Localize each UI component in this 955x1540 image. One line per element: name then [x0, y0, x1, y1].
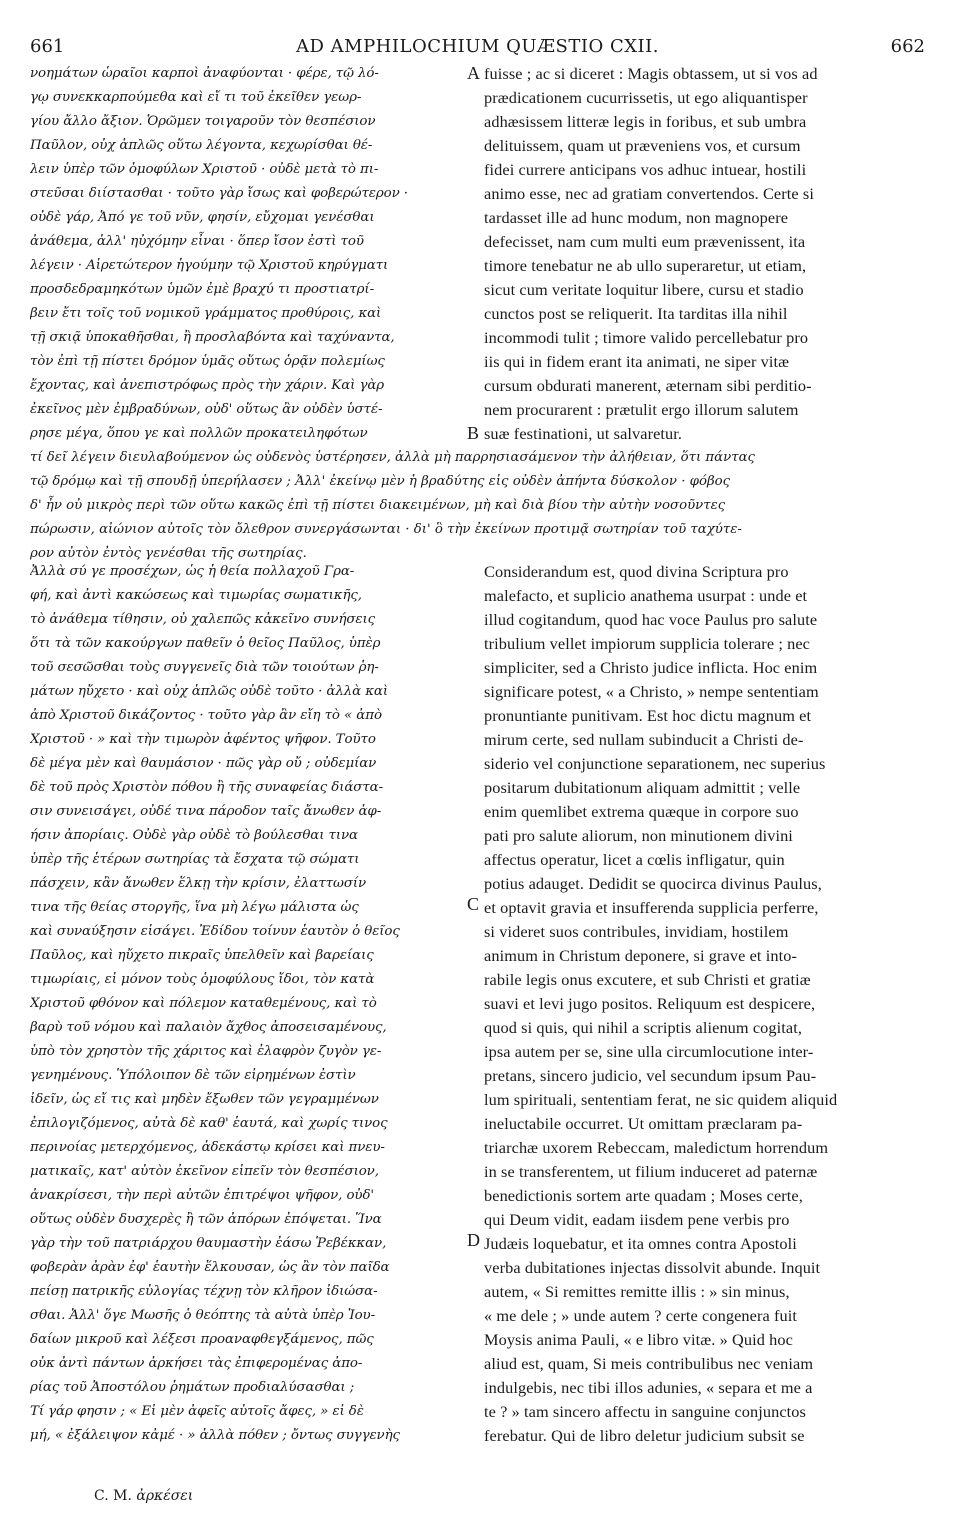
greek-text-line: μή, « ἐξάλειψον κἀμέ · » ἀλλὰ πόθεν ; ὄντως συγγενὴς — [30, 1428, 400, 1443]
latin-text-line: simpliciter, sed a Christo judice inflicta. Hoc enim — [484, 658, 818, 677]
greek-text-line: ἐκεῖνος μὲν ἐμβραδύνων, οὐδ' οὕτως ἂν οὐδὲν ὑστέ- — [30, 402, 383, 417]
latin-text-line: Moysis anima Pauli, « e libro vitæ. » Quid hoc — [484, 1330, 793, 1349]
greek-text-line: δ' ἦν οὐ μικρὸς περὶ τῶν οὕτω κακῶς ἐπὶ τῇ πίστει διακειμένων, μὴ καὶ διὰ βίου τὴν αὐτὴν νοσοῦντες — [30, 498, 726, 513]
greek-text-line: τὸν ἐπὶ τῇ πίστει δρόμον ὑμᾶς οὕτως ὁρᾷν πολεμίως — [30, 354, 385, 369]
greek-text-line: δὲ τοῦ πρὸς Χριστὸν πόθου ἢ τῆς συναφείας διάστα- — [30, 780, 384, 795]
greek-text-line: ὑπὸ τὸν χρηστὸν τῆς χάριτος καὶ ἐλαφρὸν ζυγὸν γε- — [30, 1044, 382, 1059]
latin-text-line: sicut cum veritate loquitur libere, cursu et stadio — [484, 280, 804, 299]
latin-text-line: pretans, sincero judicio, vel secundum ipsum Pau- — [484, 1066, 817, 1085]
latin-text-line: si videret suos contribules, invidiam, hostilem — [484, 922, 789, 941]
greek-text-line: ἰδεῖν, ὡς εἴ τις καὶ μηδὲν ἔξωθεν τῶν γεγραμμένων — [30, 1092, 379, 1107]
latin-text-line: benedictionis sortem arte quadam ; Moses certe, — [484, 1186, 803, 1205]
greek-text-line: ἐπιλογιζόμενος, αὐτὰ δὲ καθ' ἑαυτά, καὶ χωρίς τινος — [30, 1116, 388, 1131]
margin-mark-d: D — [467, 1230, 480, 1250]
latin-text-line: fidei currere anticipans vos adhuc intuear, hostili — [484, 160, 807, 179]
running-title: AD AMPHILOCHIUM QUÆSTIO CXII. — [295, 36, 659, 57]
greek-text-line: ήσιν ἀπορίαις. Οὐδὲ γὰρ οὐδὲ τὸ βούλεσθαι τινα — [30, 828, 358, 843]
latin-text-line: delituissem, quam ut præveniens vos, et cursum — [484, 136, 801, 155]
latin-text-line: fuisse ; ac si diceret : Magis obtassem, ut si vos ad — [484, 64, 818, 83]
greek-text-line: στεῦσαι διίστασθαι · τοῦτο γὰρ ἴσως καὶ φοβερώτερον · — [30, 186, 408, 201]
latin-text-line: iis qui in fidem erant ita animati, ne siper vitæ — [484, 352, 790, 371]
greek-text-line: Ἀλλὰ σύ γε προσέχων, ὡς ἡ θεία πολλαχοῦ Γρα- — [30, 564, 355, 579]
greek-text-line: πάσχειν, κἂν ἄνωθεν ἕλκῃ τὴν κρίσιν, ἐλαττωσίν — [30, 876, 367, 891]
footer-note — [94, 1488, 193, 1504]
greek-text-line: τῷ δρόμῳ καὶ τῇ σπουδῇ ὑπερήλασεν ; Ἀλλ' ἐκείνῳ μὲν ἡ βραδύτης εἰς οὐδὲν ἀπήντα δύσκολον · φόβος — [30, 474, 731, 489]
latin-text-line: positarum dubitationum aliquam admittit ; velle — [484, 778, 801, 797]
greek-text-line: τοῦ σεσῶσθαι τοὺς συγγενεῖς διὰ τῶν τοιούτων ῥη- — [30, 660, 379, 675]
greek-text-line: ματικαῖς, κατ' αὐτὸν ἐκεῖνον εἰπεῖν τὸν θεσπέσιον, — [30, 1164, 379, 1179]
greek-text-line: πείσῃ πατρικῆς εὐλογίας τέχνῃ τὸν κλῆρον ἰδιώσα- — [30, 1284, 378, 1299]
latin-text-line: potius adauget. Dedidit se quocirca divinus Paulus, — [484, 874, 822, 893]
greek-text-line: ἀνάθεμα, ἀλλ' ηὐχόμην εἶναι · ὅπερ ἴσον ἐστὶ τοῦ — [30, 234, 364, 249]
greek-column-top — [30, 62, 466, 446]
greek-column-bottom — [30, 560, 466, 1448]
latin-text-line: te ? » tam sincero affectu in sanguine conjunctos — [484, 1402, 806, 1421]
latin-text-line: suæ festinationi, ut salvaretur. — [484, 424, 683, 443]
greek-text-line: Παῦλον, οὐχ ἁπλῶς οὕτω λέγοντα, κεχωρίσθαι θέ- — [30, 138, 373, 153]
latin-text-line: animo esse, nec ad gratiam convertendos. Certe si — [484, 184, 814, 203]
greek-text-line: βαρὺ τοῦ νόμου καὶ παλαιὸν ἄχθος ἀποσεισαμένους, — [30, 1020, 387, 1035]
greek-text-line: γίου ἄλλο ἄξιον. Ὁρῶμεν τοιγαροῦν τὸν θεσπέσιον — [30, 114, 376, 129]
greek-text-line: δαίων μικροῦ καὶ λέξεσι προαναφθεγξάμενος, πῶς — [30, 1332, 374, 1347]
greek-text-line: οὐδὲ γάρ, Ἀπό γε τοῦ νῦν, φησίν, εὔχομαι γενέσθαι — [30, 210, 375, 225]
greek-text-line: οὐκ ἀντὶ πάντων ἀρκήσει τὰς ἐπιφερομένας ἀπο- — [30, 1356, 363, 1371]
latin-text-line: defecisset, nam cum multi eum prævenissent, ita — [484, 232, 806, 251]
latin-text-line: lum spirituali, sententiam ferat, ne sic quidem aliquid — [484, 1090, 838, 1109]
greek-text-line: Χριστοῦ · » καὶ τὴν τιμωρὸν ἀφέντος ψῆφον. Τοῦτο — [30, 732, 376, 747]
latin-text-line: tribulium vellet impiorum supplicia tolerare ; nec — [484, 634, 811, 653]
latin-text-line: verba dubitationes injectas dissolvit abunde. Inquit — [484, 1258, 821, 1277]
latin-text-line: enim quemlibet extrema quæque in corpore suo — [484, 802, 799, 821]
latin-text-line: significare potest, « a Christo, » nempe sententiam — [484, 682, 819, 701]
latin-text-line: malefacto, et suplicio anathema usurpat : unde et — [484, 586, 808, 605]
greek-text-line: ἀπὸ Χριστοῦ δικάζοντος · τοῦτο γὰρ ἂν εἴη τὸ « ἀπὸ — [30, 708, 382, 723]
greek-text-line: γενημένους. Ὑπόλοιπον δὲ τῶν εἰρημένων ἐστὶν — [30, 1068, 356, 1083]
greek-text-line: ὑπὲρ τῆς ἑτέρων σωτηρίας τὰ ἔσχατα τῷ σώματι — [30, 852, 360, 867]
greek-text-line: τί δεῖ λέγειν διευλαβούμενον ὡς οὐδενὸς ὑστέρησεν, ἀλλὰ μὴ παρρησιασάμενον τὴν ἀλήθειαν, ὅτι πάντας — [30, 450, 755, 465]
greek-text-line: τὸ ἀνάθεμα τίθησιν, οὐ χαλεπῶς κἀκεῖνο συνήσεις — [30, 612, 376, 627]
margin-mark-c: C — [467, 894, 480, 914]
latin-column-top — [484, 62, 929, 446]
latin-column-bottom — [484, 560, 929, 1448]
latin-text-line: incommodi tulit ; timore valido percellebatur pro — [484, 328, 809, 347]
latin-text-line: animum in Christum deponere, si grave et into- — [484, 946, 797, 965]
greek-text-line: τῇ σκιᾷ ὑποκαθῆσθαι, ἢ προσλαβόντα καὶ ταχύναντα, — [30, 330, 395, 345]
latin-text-line: quod si quis, qui nihil a scriptis alienum cogitat, — [484, 1018, 803, 1037]
margin-mark-b: B — [467, 423, 480, 443]
greek-text-line: βειν ἔτι τοῖς τοῦ νομικοῦ γράμματος προθύροις, καὶ — [30, 306, 382, 321]
latin-text-line: triarchæ uxorem Rebeccam, maledictum horrendum — [484, 1138, 829, 1157]
greek-text-line: πώρωσιν, αἰώνιον αὐτοῖς τὸν ὄλεθρον συνεργάσωνται · δι' ὃ τὴν ἐκείνων προτιμᾷ σωτηρίαν τοῦ ταχύτε- — [30, 522, 742, 537]
latin-text-line: ipsa autem per se, sine ulla circumlocutione inter- — [484, 1042, 814, 1061]
latin-text-line: affectus operatur, licet a cœlis infligatur, quin — [484, 850, 785, 869]
latin-text-line: indulgebis, nec tibi illos adunies, « separa et me a — [484, 1378, 813, 1397]
greek-text-line: φή, καὶ ἀντὶ κακώσεως καὶ τιμωρίας σωματικῆς, — [30, 588, 362, 603]
latin-text-line: timore tenebatur ne ab ullo superaretur, ut etiam, — [484, 256, 807, 275]
greek-text-line: Τί γάρ φησιν ; « Εἰ μὲν ἀφεῖς αὐτοῖς ἄφες, » εἰ δὲ — [30, 1404, 364, 1419]
greek-text-line: ρον αὐτὸν ἐντὸς γενέσθαι τῆς σωτηρίας. — [30, 546, 307, 561]
latin-text-line: et optavit gravia et insufferenda supplicia perferre, — [484, 898, 819, 917]
page-number-left: 661 — [30, 36, 65, 57]
page-number-right: 662 — [890, 36, 925, 57]
latin-text-line: pronuntiante punitivam. Est hoc dictu magnum et — [484, 706, 812, 725]
latin-text-line: suavi et levi jugo positos. Reliquum est despicere, — [484, 994, 816, 1013]
latin-text-line: adhæsissem litteræ legis in foribus, et sub umbra — [484, 112, 807, 131]
greek-text-line: νοημάτων ὡραῖοι καρποὶ ἀναφύονται · φέρε, τῷ λό- — [30, 66, 379, 81]
greek-text-line: δὲ μέγα μὲν καὶ θαυμάσιον · πῶς γὰρ οὔ ; οὐδεμίαν — [30, 756, 377, 771]
latin-text-line: tardasset ille ad hunc modum, non magnopere — [484, 208, 789, 227]
running-header — [30, 36, 925, 60]
greek-text-line: περινοίας μετερχόμενος, ἀδεκάστῳ κρίσει καὶ πνευ- — [30, 1140, 385, 1155]
greek-text-line: ἀνακρίσεσι, τὴν περὶ αὐτῶν ἐπιτρέψοι ψῆφον, οὐδ' — [30, 1188, 374, 1203]
footer-abbreviation: C. M. — [94, 1488, 132, 1504]
latin-text-line: prædicationem cucurrissetis, ut ego aliquantisper — [484, 88, 808, 107]
latin-text-line: illud cogitandum, quod hac voce Paulus pro salute — [484, 610, 818, 629]
latin-text-line: aliud est, quam, Si meis contribulibus nec veniam — [484, 1354, 814, 1373]
greek-text-line: ρίας τοῦ Ἀποστόλου ῥημάτων προδιαλύσασθαι ; — [30, 1380, 355, 1395]
latin-text-line: autem, « Si remittes remitte illis : » sin minus, — [484, 1282, 790, 1301]
greek-text-line: προσδεδραμηκότων ὑμῶν ἐμὲ βραχύ τι προστιατρί- — [30, 282, 374, 297]
greek-text-line: μάτων ηὔχετο · καὶ οὐχ ἁπλῶς οὐδὲ τοῦτο · ἀλλὰ καὶ — [30, 684, 389, 699]
latin-text-line: rabile legis onus excutere, et sub Christi et gratiæ — [484, 970, 811, 989]
footer-catchword: ἀρκέσει — [136, 1488, 194, 1504]
greek-text-line: φοβερὰν ἀρὰν ἐφ' ἑαυτὴν ἕλκουσαν, ὡς ἂν τὸν παῖδα — [30, 1260, 390, 1275]
greek-text-line: ὅτι τὰ τῶν κακούργων παθεῖν ὁ θεῖος Παῦλος, ὑπὲρ — [30, 636, 381, 651]
latin-text-line: ineluctabile occurret. Ut omittam præclaram pa- — [484, 1114, 803, 1133]
greek-text-line: καὶ συναύξησιν εἰσάγει. Ἐδίδου τοίνυν ἑαυτὸν ὁ θεῖος — [30, 924, 400, 939]
greek-text-line: σθαι. Ἀλλ' ὅγε Μωσῆς ὁ θεόπτης τὰ αὐτὰ ὑπὲρ Ἰου- — [30, 1308, 376, 1323]
latin-text-line: pati pro salute aliorum, non minutionem divini — [484, 826, 793, 845]
greek-text-line: σιν συνεισάγει, οὐδέ τινα πάροδον ταῖς ἄνωθεν ἀφ- — [30, 804, 382, 819]
latin-text-line: « me dele ; » unde autem ? certe congenera fuit — [484, 1306, 797, 1325]
latin-text-line: ferebatur. Qui de libro deletur judicium subsit se — [484, 1426, 805, 1445]
latin-text-line: Considerandum est, quod divina Scriptura pro — [484, 562, 789, 581]
greek-text-line: τιμωρίαις, εἰ μόνον τοὺς ὁμοφύλους ἴδοι, τὸν κατὰ — [30, 972, 375, 987]
greek-text-line: λειν ὑπὲρ τῶν ὁμοφύλων Χριστοῦ · οὐδὲ μετὰ τὸ πι- — [30, 162, 379, 177]
latin-text-line: in se transferentem, ut filium induceret ad paternæ — [484, 1162, 818, 1181]
greek-text-line: ἔχοντας, καὶ ἀνεπιστρόφως πρὸς τὴν χάριν. Καὶ γὰρ — [30, 378, 385, 393]
greek-text-line: Χριστοῦ φθόνον καὶ πόλεμον καταθεμένους, καὶ τὸ — [30, 996, 377, 1011]
latin-text-line: Judæis loquebatur, et ita omnes contra Apostoli — [484, 1234, 797, 1253]
latin-text-line: siderio vel conjunctione separationem, nec superius — [484, 754, 826, 773]
greek-text-line: τινα τῆς θείας στοργῆς, ἵνα μὴ λέγω μάλιστα ὡς — [30, 900, 359, 915]
greek-text-line: ρησε μέγα, ὅπου γε καὶ πολλῶν προκατειληφότων — [30, 426, 368, 441]
greek-text-line: οὕτως οὐδὲν δυσχερὲς ἢ τῶν ἀπόρων ἐπόψεται. Ἵνα — [30, 1212, 382, 1227]
greek-full-width-block — [30, 446, 930, 566]
latin-text-line: cunctos post se reliquerit. Ita tarditas illa nihil — [484, 304, 788, 323]
latin-text-line: nem procurarent : prætulit ergo illorum salutem — [484, 400, 799, 419]
latin-text-line: cursum obdurati manerent, æternam sibi perditio- — [484, 376, 812, 395]
latin-text-line: qui Deum vidit, eadam iisdem pene verbis pro — [484, 1210, 790, 1229]
latin-text-line: mirum certe, sed nullam subinducit a Christi de- — [484, 730, 804, 749]
greek-text-line: γῳ συνεκκαρπούμεθα καὶ εἴ τι τοῦ ἐκεῖθεν γεωρ- — [30, 90, 362, 105]
greek-text-line: γὰρ τὴν τοῦ πατριάρχου θαυμαστὴν ἐάσω Ῥεβέκκαν, — [30, 1236, 387, 1251]
greek-text-line: Παῦλος, καὶ ηὔχετο πικραῖς ὑπελθεῖν καὶ βαρείαις — [30, 948, 374, 963]
margin-mark-a: A — [467, 63, 480, 83]
greek-text-line: λέγειν · Αἱρετώτερον ἡγούμην τῷ Χριστοῦ κηρύγματι — [30, 258, 389, 273]
